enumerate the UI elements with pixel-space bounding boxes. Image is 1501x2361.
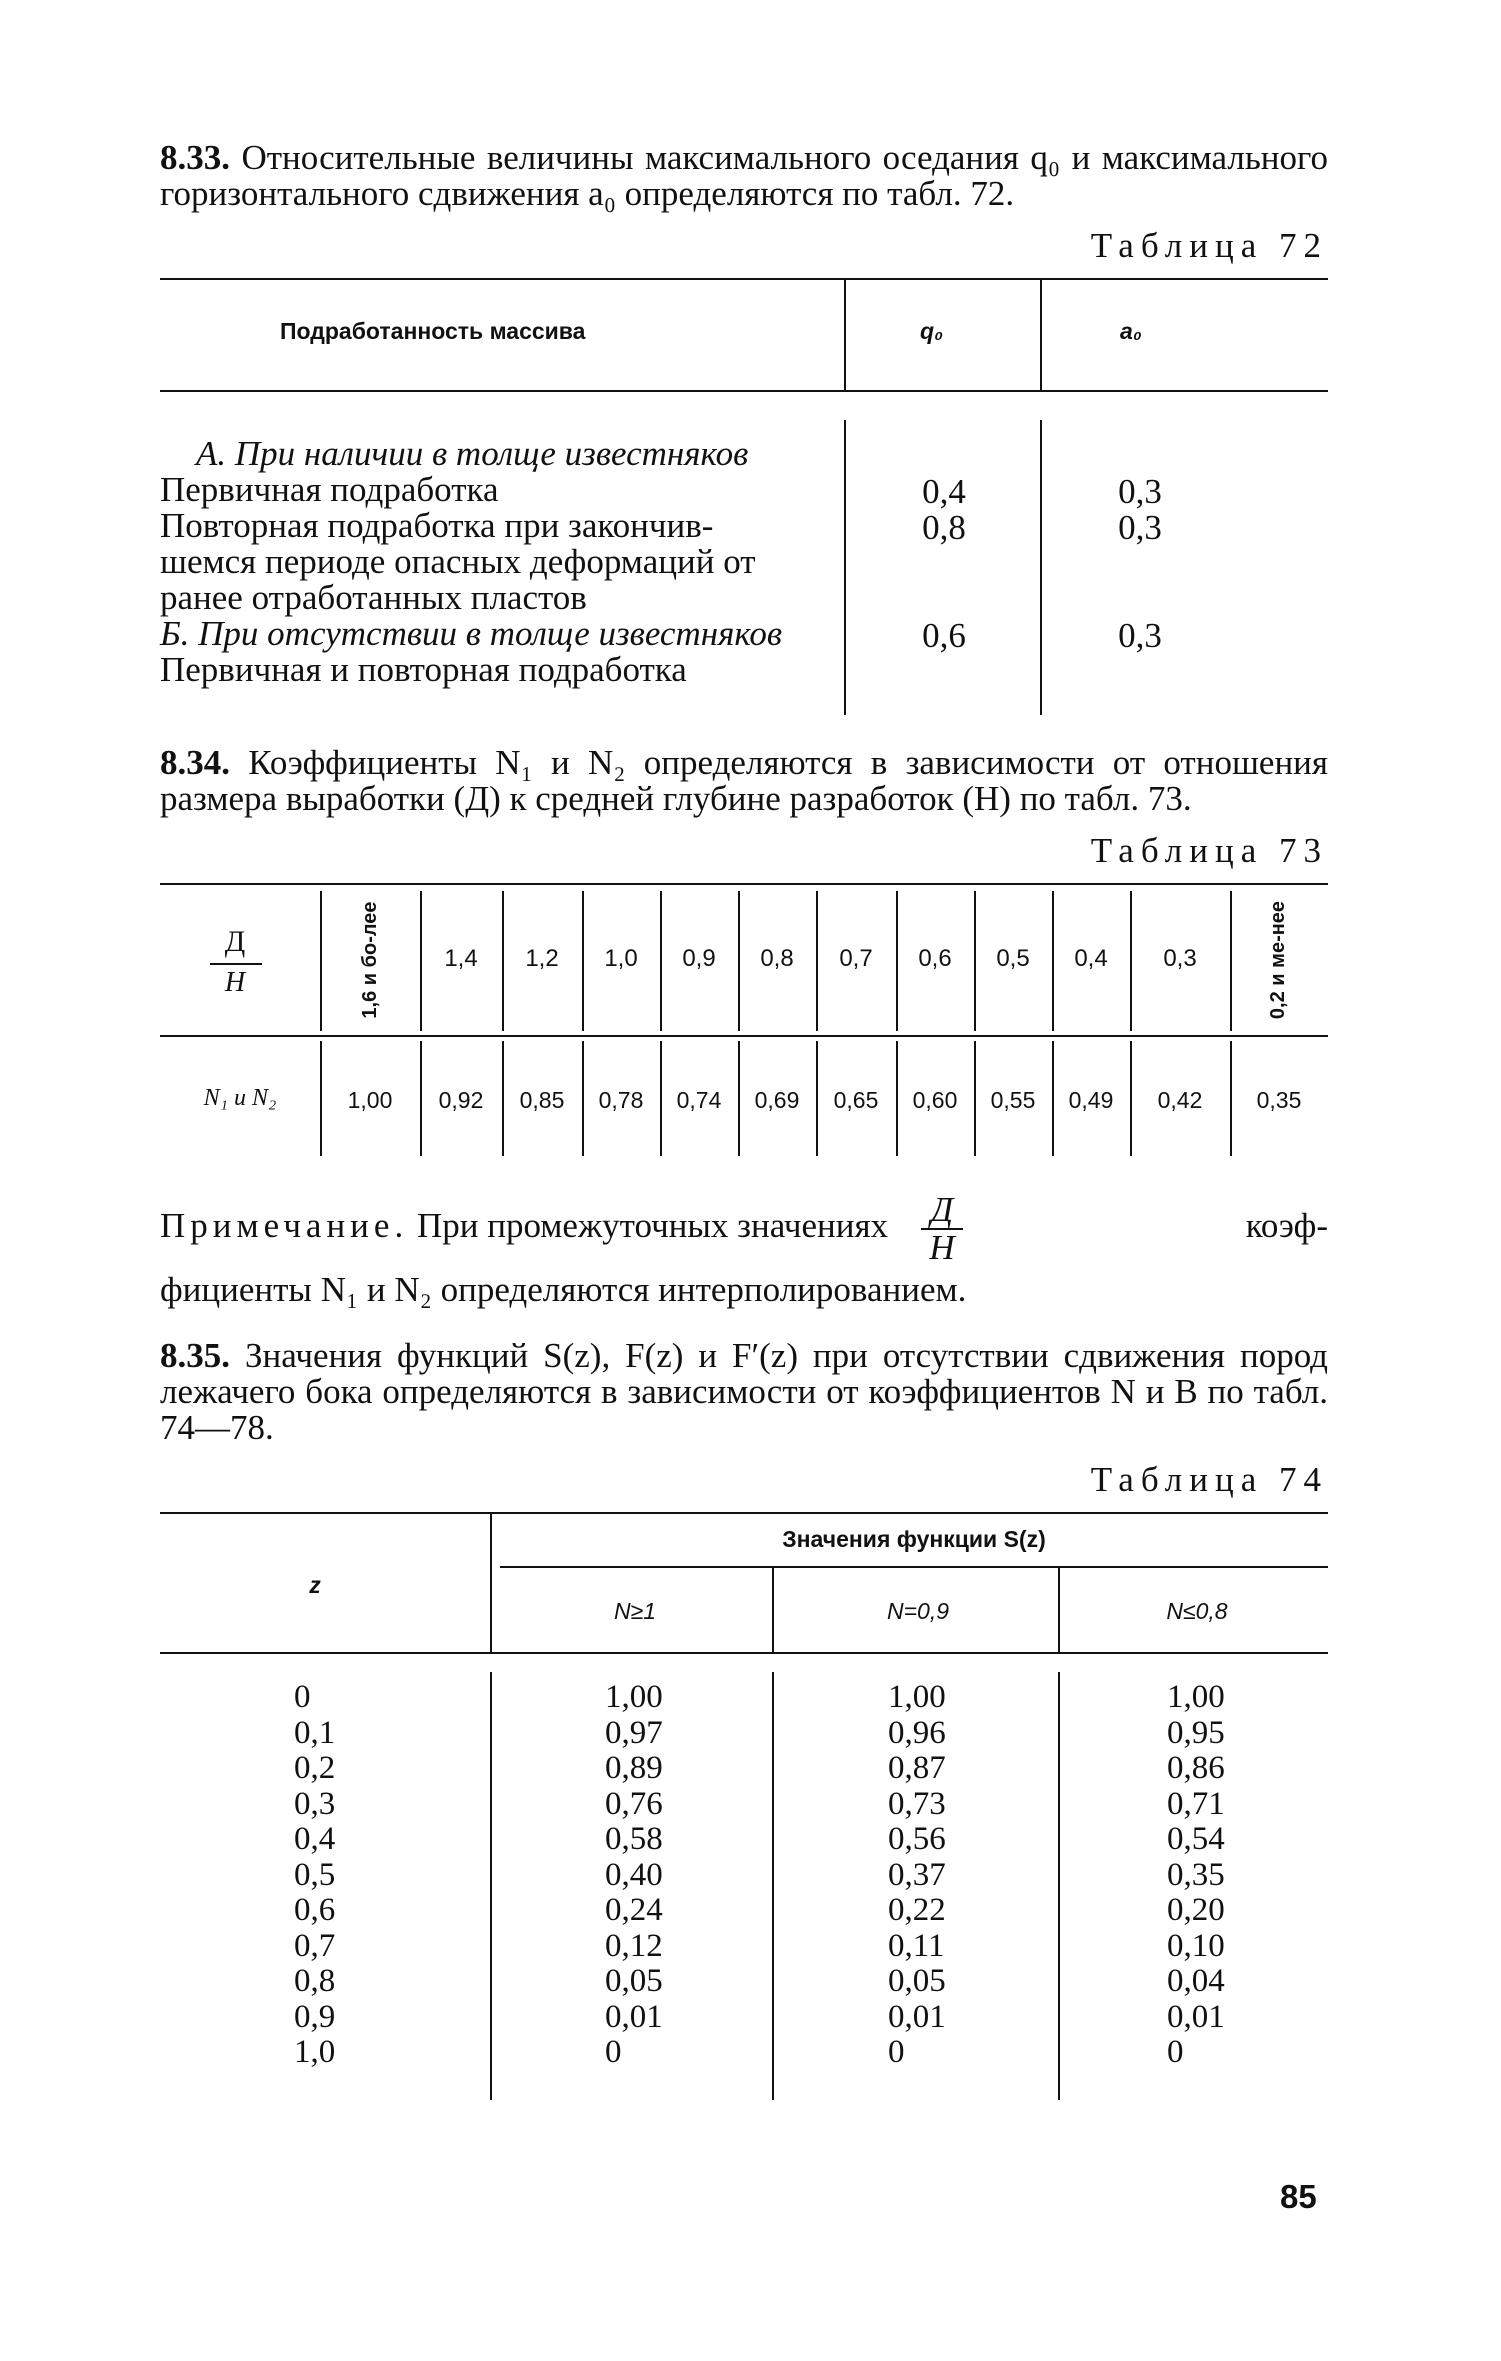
table-header-rule [160,390,1328,392]
table-cell-value: 0,86 [1167,1750,1225,1786]
header-ratio-value: 0,4 [1074,945,1108,972]
table-cell-a0: 0,3 [1118,616,1162,655]
table-top-rule [160,1512,1328,1514]
table-row-label: А. При наличии в толще известняков [196,434,749,473]
column-divider [1058,1672,1060,2100]
header-n-ge-1: N≥1 [613,1598,657,1624]
note-text-1: При промежуточных значениях [416,1206,889,1246]
column-divider [844,278,846,390]
table-cell-value: 0,01 [605,1998,663,2035]
table-cell-value: 1,00 [888,1679,946,1715]
table-cell-value: 1,00 [347,1087,393,1113]
column-n-0-9 [888,1680,946,2071]
column-divider [772,1672,774,2100]
table-cell-value: 0,1 [294,1714,336,1751]
header-ratio-value: 0,8 [760,945,794,972]
column-n-ge-1 [605,1680,663,2071]
header-ratio-value: 0,9 [682,945,716,972]
table-cell-value: 0,40 [605,1856,663,1893]
header-col-0-2-and-less: 0,2 и ме-нее [1267,900,1289,1020]
paragraph-text: Относительные величины максимального оседания q₀ и максимального горизонтального сдвижения a₀ определяются по табл. 72. [160,138,1328,213]
column-divider [1040,420,1042,715]
table-cell-value: 0,24 [605,1892,663,1928]
table-cell-value: 0,12 [605,1927,663,1964]
table-cell-a0: 0,3 [1118,472,1162,511]
table-cell-value: 0,35 [1167,1856,1225,1893]
table-top-rule [160,278,1328,280]
table-cell-value: 0,2 [294,1750,336,1786]
table-cell-value: 0,96 [888,1714,946,1751]
header-ratio-value: 0,3 [1163,945,1197,972]
table-cell-value: 0,3 [294,1785,336,1822]
table-cell-value: 0,69 [754,1087,800,1113]
table-cell-value: 0,97 [605,1714,663,1751]
paragraph-8-34 [160,745,1328,817]
paragraph-text: Значения функций S(z), F(z) и F′(z) при отсутствии сдвижения пород лежачего бока определяются в зависимости от коэффициентов N и B по табл. 74—78. [160,1336,1328,1447]
header-n-0-9: N=0,9 [886,1598,949,1624]
column-n-le-0-8 [1167,1680,1225,2071]
table-cell-value: 0,8 [294,1963,336,1999]
table-cell-value: 0 [605,2034,622,2070]
column-divider [1230,891,1232,1031]
table-cell-value: 0 [1167,2034,1184,2070]
table-cell-value: 0,35 [1256,1087,1302,1113]
table-74 [160,1512,1328,2100]
note-continuation: фициенты N₁ и N₂ определяются интерполированием. [160,1270,967,1309]
header-massif: Подработанность массива [280,318,586,344]
column-divider [1040,278,1042,390]
table-72 [160,278,1328,715]
header-group-s: Значения функции S(z) [782,1526,1046,1552]
header-col-1-6-and-more: 1,6 и бо-лее [359,901,381,1019]
header-q0: q₀ [920,318,944,344]
table-73-caption: Таблица 73 [1090,831,1328,870]
table-cell-a0: 0,3 [1118,508,1162,547]
table-cell-value: 1,00 [1167,1679,1225,1715]
page-number: 85 [1280,2178,1317,2215]
note-prefix: Примечание. [160,1206,409,1246]
table-cell-value: 0,01 [888,1998,946,2035]
table-cell-value: 0,5 [294,1856,336,1893]
table-cell-q0: 0,8 [922,508,966,547]
header-n-le-0-8: N≤0,8 [1166,1598,1228,1624]
table-cell-value: 0,01 [1167,1998,1225,2035]
group-header-rule [500,1566,1328,1568]
table-cell-value: 0,9 [294,1998,336,2035]
table-cell-value: 0,73 [888,1785,946,1822]
column-divider [772,1568,774,1652]
table-cell-value: 0,56 [888,1821,946,1857]
table-cell-value: 0,89 [605,1750,663,1786]
column-divider [320,891,322,1031]
header-ratio-value: 1,2 [525,945,559,972]
table-cell-value: 1,00 [605,1679,663,1715]
table-cell-value: 0,71 [1167,1785,1225,1822]
table-cell-value: 0 [888,2034,905,2070]
table-72-caption: Таблица 72 [1090,226,1328,265]
paragraph-number: 8.33. [160,138,230,177]
fraction-denominator: Н [929,1228,955,1267]
paragraph-8-33 [160,140,1328,212]
table-row-label: Первичная подработка [160,470,499,509]
table-cell-value: 0,37 [888,1856,946,1893]
row-label-n1-n2: N₁ и N₂ [203,1085,277,1111]
table-cell-value: 0,74 [676,1087,722,1113]
header-ratio-value: 1,4 [444,945,478,972]
header-ratio-value: 1,0 [604,945,638,972]
table-cell-value: 0,78 [598,1087,644,1113]
table-cell-q0: 0,6 [922,616,966,655]
table-row-label: Повторная подработка при закончив- [160,506,714,545]
paragraph-number: 8.35. [160,1336,230,1375]
table-cell-value: 0,04 [1167,1963,1225,1999]
table-cell-value: 0,54 [1167,1821,1225,1857]
table-cell-value: 0 [294,1679,311,1715]
table-cell-value: 0,87 [888,1750,946,1786]
page [160,140,1328,2100]
note-text-2: коэф- [1245,1206,1328,1245]
table-cell-q0: 0,4 [922,472,966,511]
table-cell-value: 1,0 [294,2034,336,2070]
table-row-label: ранее отработанных пластов [160,578,587,617]
table-cell-value: 0,22 [888,1892,946,1928]
note [160,1192,1328,1266]
table-cell-value: 0,42 [1157,1087,1203,1113]
table-cell-value: 0,11 [888,1927,945,1964]
header-ratio-value: 0,5 [996,945,1030,972]
note-fraction [921,1192,963,1266]
header-a0: a₀ [1120,318,1142,344]
table-cell-value: 0,85 [519,1087,565,1113]
table-cell-value: 0,95 [1167,1714,1225,1751]
table-cell-value: 0,65 [833,1087,879,1113]
table-cell-value: 0,05 [605,1963,663,1999]
column-divider [490,1672,492,2100]
paragraph-number: 8.34. [160,743,230,782]
table-cell-value: 0,60 [912,1087,958,1113]
table-cell-value: 0,58 [605,1821,663,1857]
header-ratio-numerator: Д [224,925,246,958]
table-top-rule [160,883,1328,885]
column-z [294,1680,335,2071]
table-74-caption: Таблица 74 [1090,1460,1328,1499]
table-cell-value: 0,49 [1068,1087,1114,1113]
table-header-rule [160,1035,1328,1037]
table-cell-value: 0,76 [605,1785,663,1822]
table-cell-value: 0,4 [294,1821,336,1857]
table-cell-value: 0,6 [294,1892,336,1928]
table-row-label: Первичная и повторная подработка [160,650,687,689]
table-row-label: шемся периоде опасных деформаций от [160,542,756,581]
ratio-bar [210,963,262,965]
column-divider [490,1512,492,1652]
table-header-rule [160,1652,1328,1654]
table-cell-value: 0,7 [294,1927,336,1964]
header-ratio-denominator: Н [224,967,246,998]
table-cell-value: 0,55 [990,1087,1036,1113]
table-cell-value: 0,05 [888,1963,946,1999]
table-cell-value: 0,20 [1167,1892,1225,1928]
table-73 [160,883,1328,1178]
header-z: z [309,1572,321,1598]
table-cell-value: 0,10 [1167,1927,1225,1964]
table-row-label: Б. При отсутствии в толще известняков [160,614,783,653]
header-ratio-value: 0,6 [918,945,952,972]
paragraph-text: Коэффициенты N₁ и N₂ определяются в зависимости от отношения размера выработки (Д) к средней глубине разработок (Н) по табл. 73. [160,743,1328,818]
column-divider [1058,1568,1060,1652]
paragraph-8-35 [160,1338,1328,1446]
fraction-numerator: Д [921,1192,963,1230]
table-cell-value: 0,92 [438,1087,484,1113]
header-ratio-value: 0,7 [839,945,873,972]
